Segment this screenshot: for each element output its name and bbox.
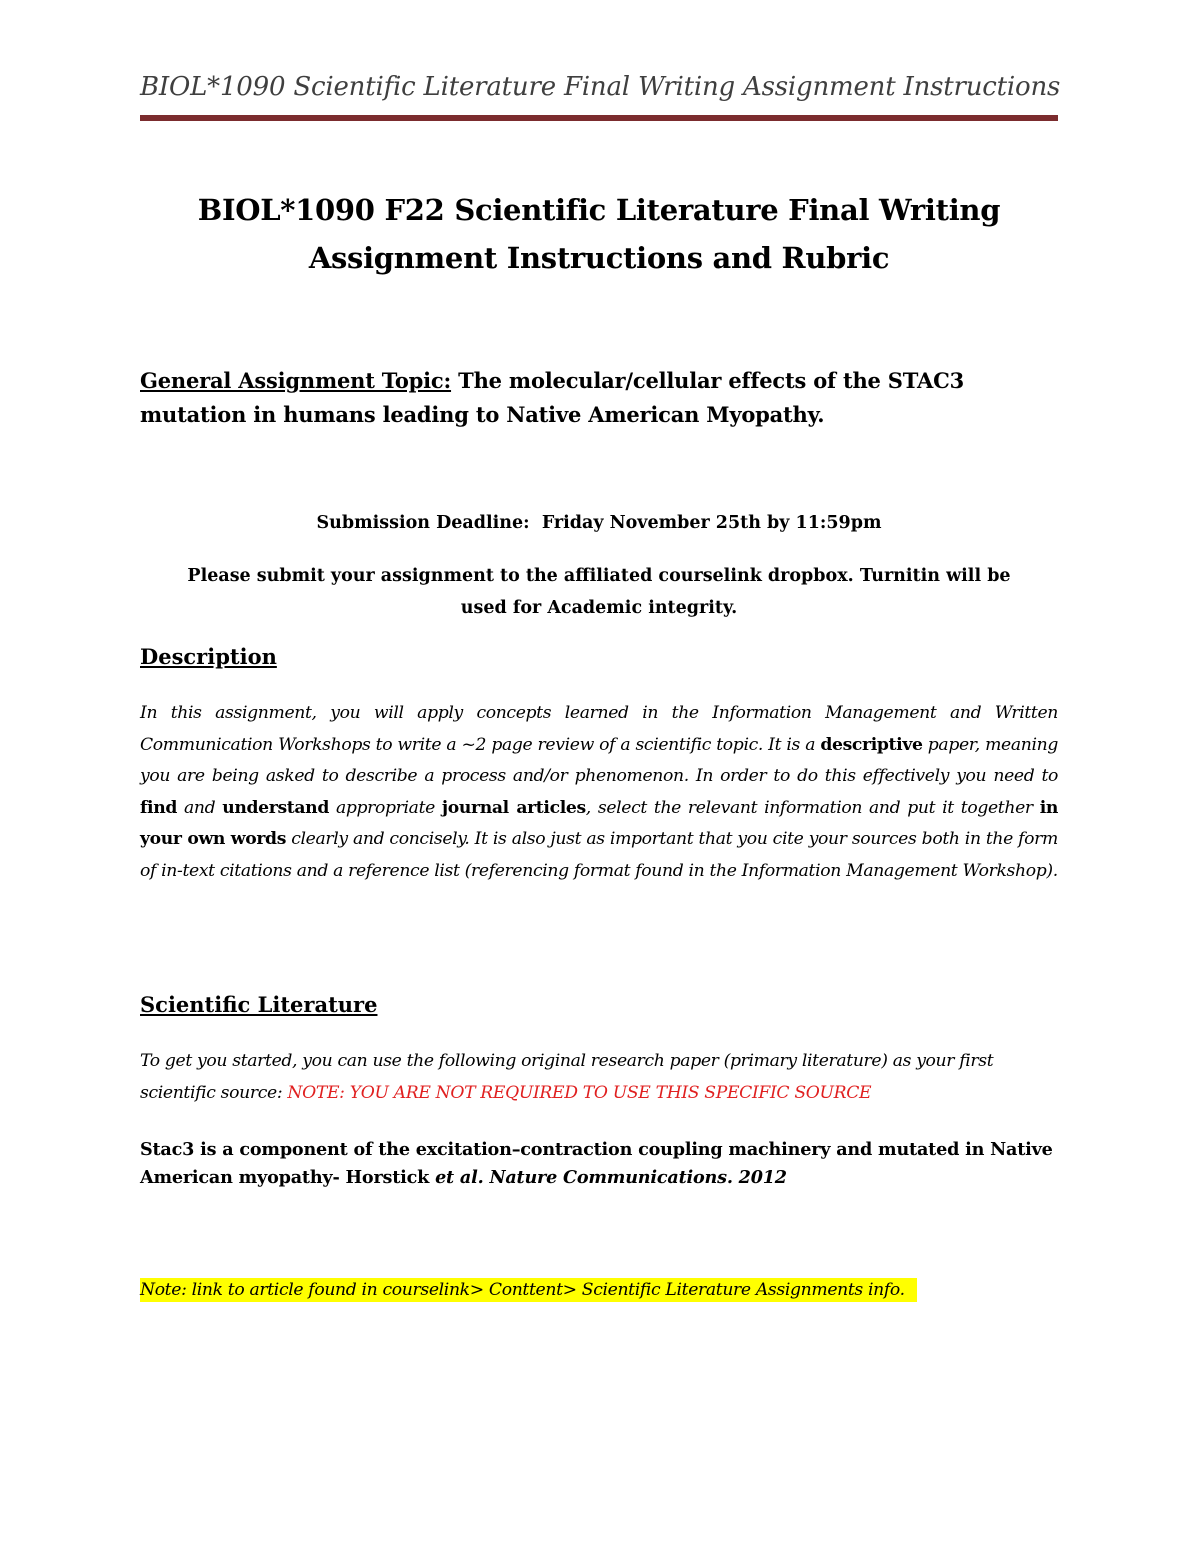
topic-label: General Assignment Topic: xyxy=(140,368,452,393)
scientific-literature-heading: Scientific Literature xyxy=(140,992,378,1017)
submission-note-line-2: used for Academic integrity. xyxy=(460,598,738,618)
not-required-note: NOTE: YOU ARE NOT REQUIRED TO USE THIS SPECIFIC SOURCE xyxy=(287,1082,872,1103)
citation-journal: et al. Nature Communications. 2012 xyxy=(435,1167,787,1188)
submission-note-line-1: Please submit your assignment to the affiliated courselink dropbox. Turnitin will be xyxy=(187,566,1011,586)
deadline-value: Friday November 25th by 11:59pm xyxy=(541,513,882,533)
emphasis-journal-articles: journal articles xyxy=(441,797,586,818)
assignment-topic xyxy=(140,364,1058,432)
citation-title: Stac3 is a component of the excitation–contraction coupling machinery and mutated in Native American myopathy- Horstick xyxy=(140,1139,1053,1188)
document-title xyxy=(140,186,1058,282)
description-paragraph: In this assignment, you will apply concepts learned in the Information Management and Written Communication Workshops to write a ~2 page review of a scientific topic. It is a descriptive paper, meaning you are being asked to describe a process and/or phenomenon. In order to do this effectively you need to find and understand appropriate journal articles, select the relevant information and put it together in your own words clearly and concisely. It is also just as important that you cite your sources both in the form of in-text citations and a reference list (referencing format found in the Information Management Workshop). xyxy=(140,703,1059,881)
courselink-note xyxy=(140,1275,1058,1305)
running-header: BIOL*1090 Scientific Literature Final Writing Assignment Instructions xyxy=(140,72,1061,102)
highlighted-link-note: Note: link to article found in courselink> Conttent> Scientific Literature Assignments info. xyxy=(140,1278,917,1302)
emphasis-own-words: in your own words xyxy=(140,797,1059,850)
submission-note xyxy=(140,560,1058,624)
document-title-line-2: Assignment Instructions and Rubric xyxy=(308,241,890,275)
emphasis-descriptive: descriptive xyxy=(820,734,923,755)
topic-text-line-2: mutation in humans leading to Native American Myopathy. xyxy=(140,402,825,427)
topic-text-line-1: The molecular/cellular effects of the STAC3 xyxy=(451,368,965,393)
emphasis-understand: understand xyxy=(222,797,329,818)
emphasis-find: find xyxy=(140,797,178,818)
literature-intro: To get you started, you can use the following original research paper (primary literature) as your first scientific source: NOTE: YOU ARE NOT REQUIRED TO USE THIS SPECIFIC SOURCE xyxy=(140,1051,994,1103)
deadline-label: Submission Deadline: xyxy=(316,513,530,533)
primary-source-citation xyxy=(140,1136,1058,1192)
header-rule xyxy=(140,115,1058,121)
submission-deadline xyxy=(140,508,1058,538)
document-title-line-1: BIOL*1090 F22 Scientific Literature Final Writing xyxy=(197,193,1001,227)
description-heading: Description xyxy=(140,644,277,669)
